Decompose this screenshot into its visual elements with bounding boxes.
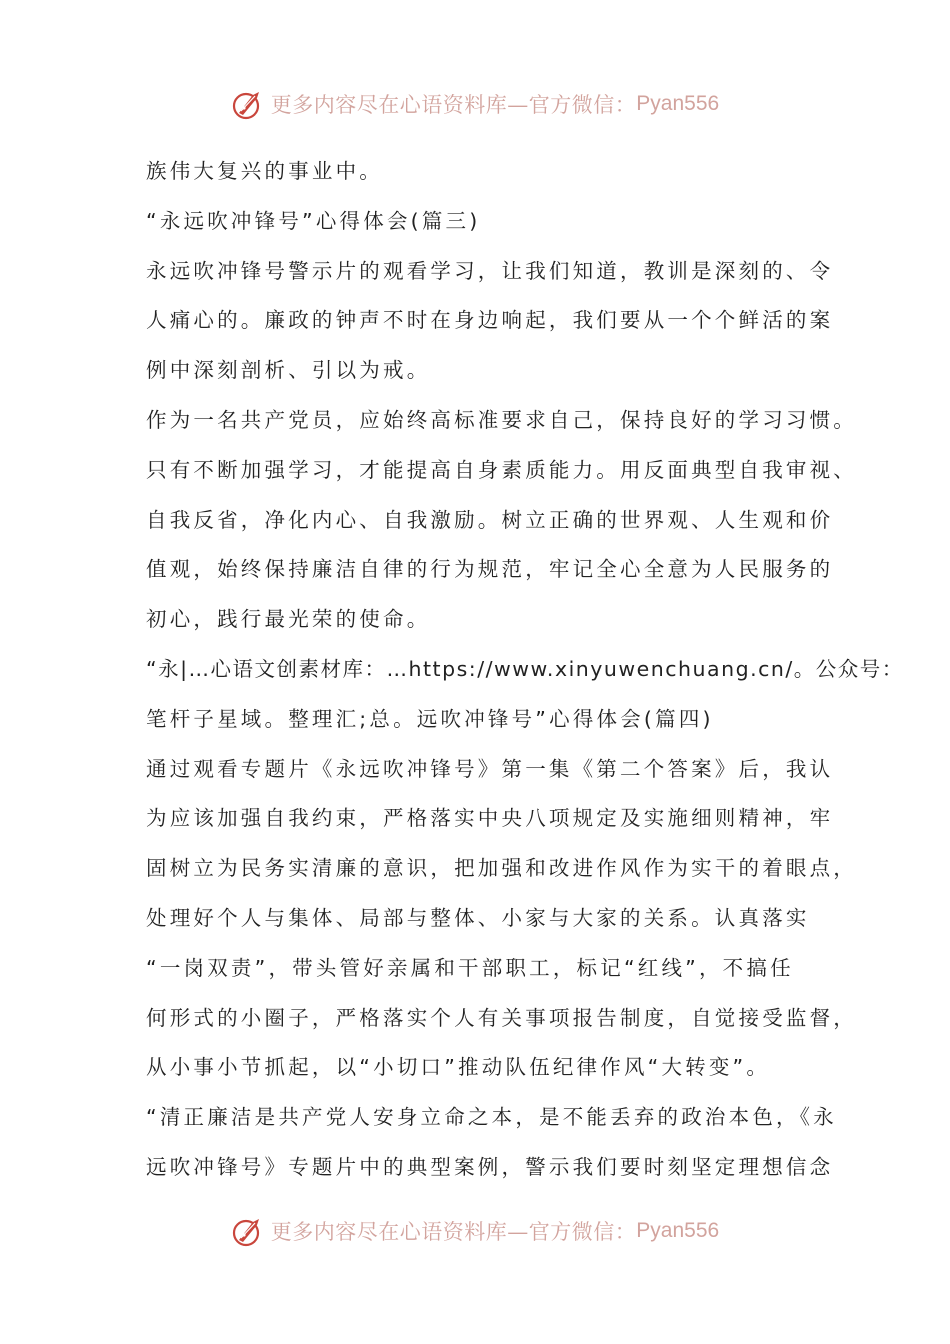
- text-line: 为应该加强自我约束，严格落实中央八项规定及实施细则精神，牢: [146, 806, 834, 831]
- text-line-with-url: “永|…心语文创素材库：…https://www.xinyuwenchuang.cn/。公众号：: [146, 656, 904, 681]
- footer-banner: [0, 1211, 950, 1251]
- text-line: 永远吹冲锋号警示片的观看学习，让我们知道，教训是深刻的、令: [146, 258, 834, 283]
- text-line: 例中深刻剖析、引以为戒。: [146, 358, 431, 383]
- text-line: 固树立为民务实清廉的意识，把加强和改进作风作为实干的着眼点，: [146, 856, 857, 881]
- text-line: 自我反省，净化内心、自我激励。树立正确的世界观、人生观和价: [146, 507, 834, 532]
- header-text: 更多内容尽在心语资料库—官方微信：: [270, 93, 637, 117]
- section-title: “永远吹冲锋号”心得体会(篇三): [146, 208, 481, 233]
- section-title: 笔杆子星域。整理汇;总。远吹冲锋号”心得体会(篇四): [146, 706, 714, 731]
- text-line: 通过观看专题片《永远吹冲锋号》第一集《第二个答案》后，我认: [146, 756, 834, 781]
- pen-nib-circle-icon: [231, 87, 265, 121]
- text-line: “清正廉洁是共产党人安身立命之本，是不能丢弃的政治本色，《永: [146, 1105, 837, 1130]
- pen-nib-circle-icon: [231, 1214, 265, 1248]
- text-line: 只有不断加强学习，才能提高自身素质能力。用反面典型自我审视、: [146, 457, 857, 482]
- text-line: 作为一名共产党员，应始终高标准要求自己，保持良好的学习习惯。: [146, 407, 857, 432]
- header-banner: [0, 84, 950, 124]
- text-line: 远吹冲锋号》专题片中的典型案例，警示我们要时刻坚定理想信念: [146, 1154, 834, 1179]
- text-line: 从小事小节抓起，以“小切口”推动队伍纪律作风“大转变”。: [146, 1055, 771, 1080]
- text-line: 值观，始终保持廉洁自律的行为规范，牢记全心全意为人民服务的: [146, 557, 834, 582]
- text-line: 族伟大复兴的事业中。: [146, 159, 383, 183]
- footer-wechat-id: Pyan556: [636, 1219, 720, 1242]
- text-line: 初心，践行最光荣的使命。: [146, 607, 431, 632]
- document-body: [146, 150, 904, 1196]
- footer-text: 更多内容尽在心语资料库—官方微信：: [270, 1220, 637, 1244]
- text-line: 人痛心的。廉政的钟声不时在身边响起，我们要从一个个鲜活的案: [146, 308, 834, 333]
- header-wechat-id: Pyan556: [636, 92, 720, 115]
- text-line: “一岗双责”，带头管好亲属和干部职工，标记“红线”，不搞任: [146, 955, 794, 980]
- text-line: 处理好个人与集体、局部与整体、小家与大家的关系。认真落实: [146, 905, 810, 930]
- text-line: 何形式的小圈子，严格落实个人有关事项报告制度，自觉接受监督，: [146, 1005, 857, 1030]
